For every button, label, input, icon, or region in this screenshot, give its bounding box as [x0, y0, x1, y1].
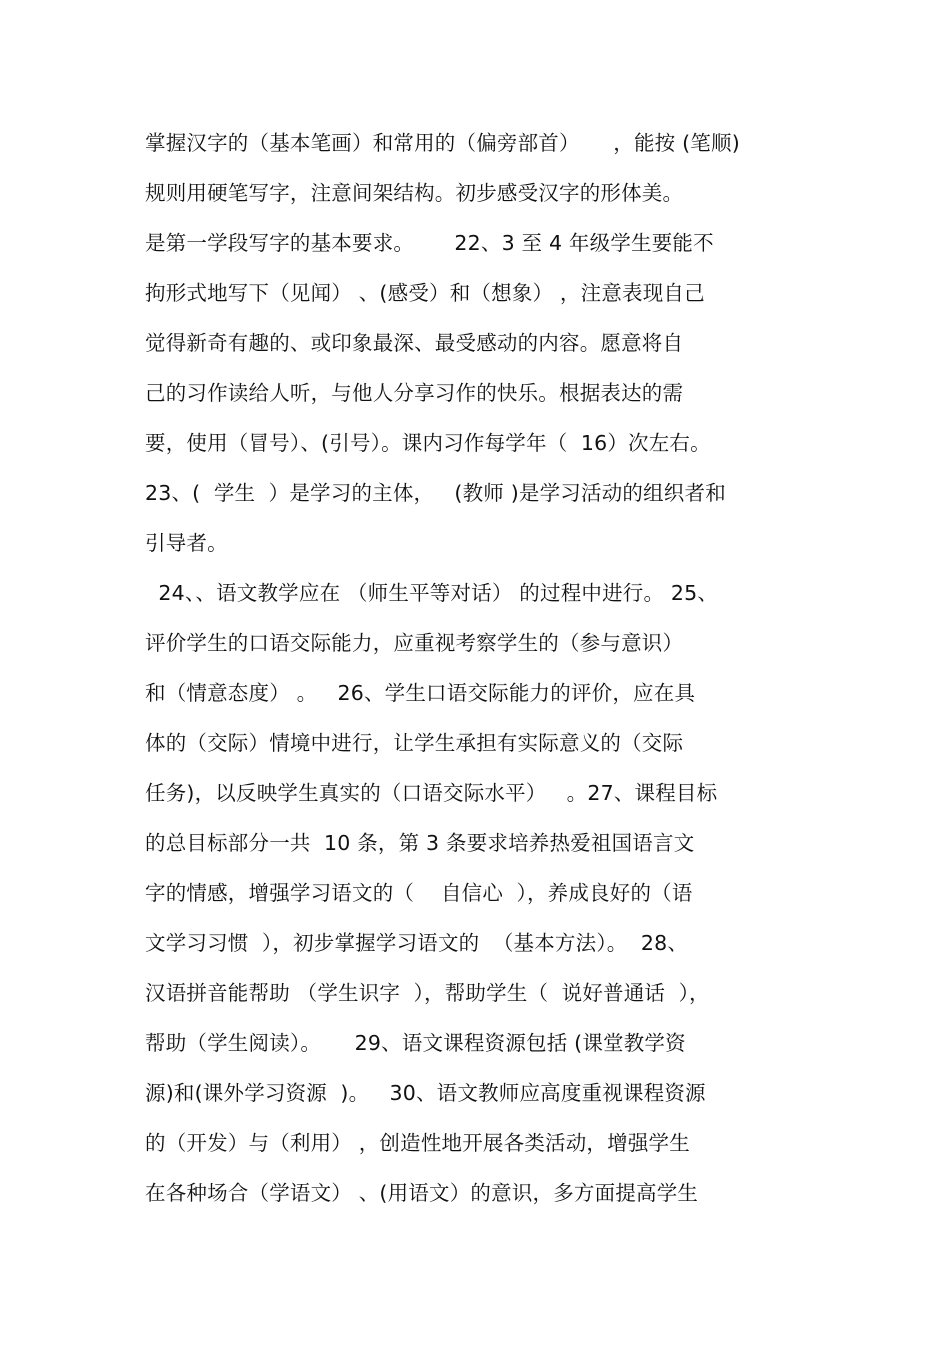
text-line: 的（开发）与（利用） ，创造性地开展各类活动，增强学生	[145, 1131, 690, 1155]
text-line: 任务)，以反映学生真实的（口语交际水平） 。27、课程目标	[145, 781, 718, 805]
text-line: 拘形式地写下（见闻） 、(感受）和（想象） ，注意表现自己	[145, 281, 705, 305]
text-line: 的总目标部分一共 10 条，第 3 条要求培养热爱祖国语言文	[145, 831, 695, 855]
text-line: 文学习习惯 ），初步掌握学习语文的 （基本方法）。 28、	[145, 931, 689, 955]
text-line: 24、、语文教学应在 （师生平等对话） 的过程中进行。 25、	[145, 581, 719, 605]
text-line: 掌握汉字的（基本笔画）和常用的（偏旁部首） ，能按 (笔顺)	[145, 131, 740, 155]
text-line: 23、( 学生 ）是学习的主体， (教师 )是学习活动的组织者和	[145, 481, 726, 505]
text-line: 在各种场合（学语文） 、(用语文）的意识，多方面提高学生	[145, 1181, 699, 1205]
text-line: 体的（交际）情境中进行，让学生承担有实际意义的（交际	[145, 731, 684, 755]
text-line: 觉得新奇有趣的、或印象最深、最受感动的内容。愿意将自	[145, 331, 684, 355]
text-line: 汉语拼音能帮助 （学生识字 ），帮助学生（ 说好普通话 ），	[145, 981, 710, 1005]
text-line: 字的情感，增强学习语文的（ 自信心 ），养成良好的（语	[145, 881, 693, 905]
text-line: 规则用硬笔写字，注意间架结构。初步感受汉字的形体美。	[145, 181, 684, 205]
text-line: 评价学生的口语交际能力，应重视考察学生的（参与意识）	[145, 631, 684, 655]
text-line: 是第一学段写字的基本要求。 22、3 至 4 年级学生要能不	[145, 231, 714, 255]
text-line: 己的习作读给人听，与他人分享习作的快乐。根据表达的需	[145, 381, 684, 405]
text-line: 和（情意态度） 。 26、学生口语交际能力的评价，应在具	[145, 681, 696, 705]
text-line: 帮助（学生阅读）。 29、语文课程资源包括 (课堂教学资	[145, 1031, 686, 1055]
text-line: 源)和(课外学习资源 )。 30、语文教师应高度重视课程资源	[145, 1081, 706, 1105]
text-line: 引导者。	[145, 531, 228, 555]
text-line: 要，使用（冒号）、(引号）。课内习作每学年（ 16）次左右。	[145, 431, 711, 455]
